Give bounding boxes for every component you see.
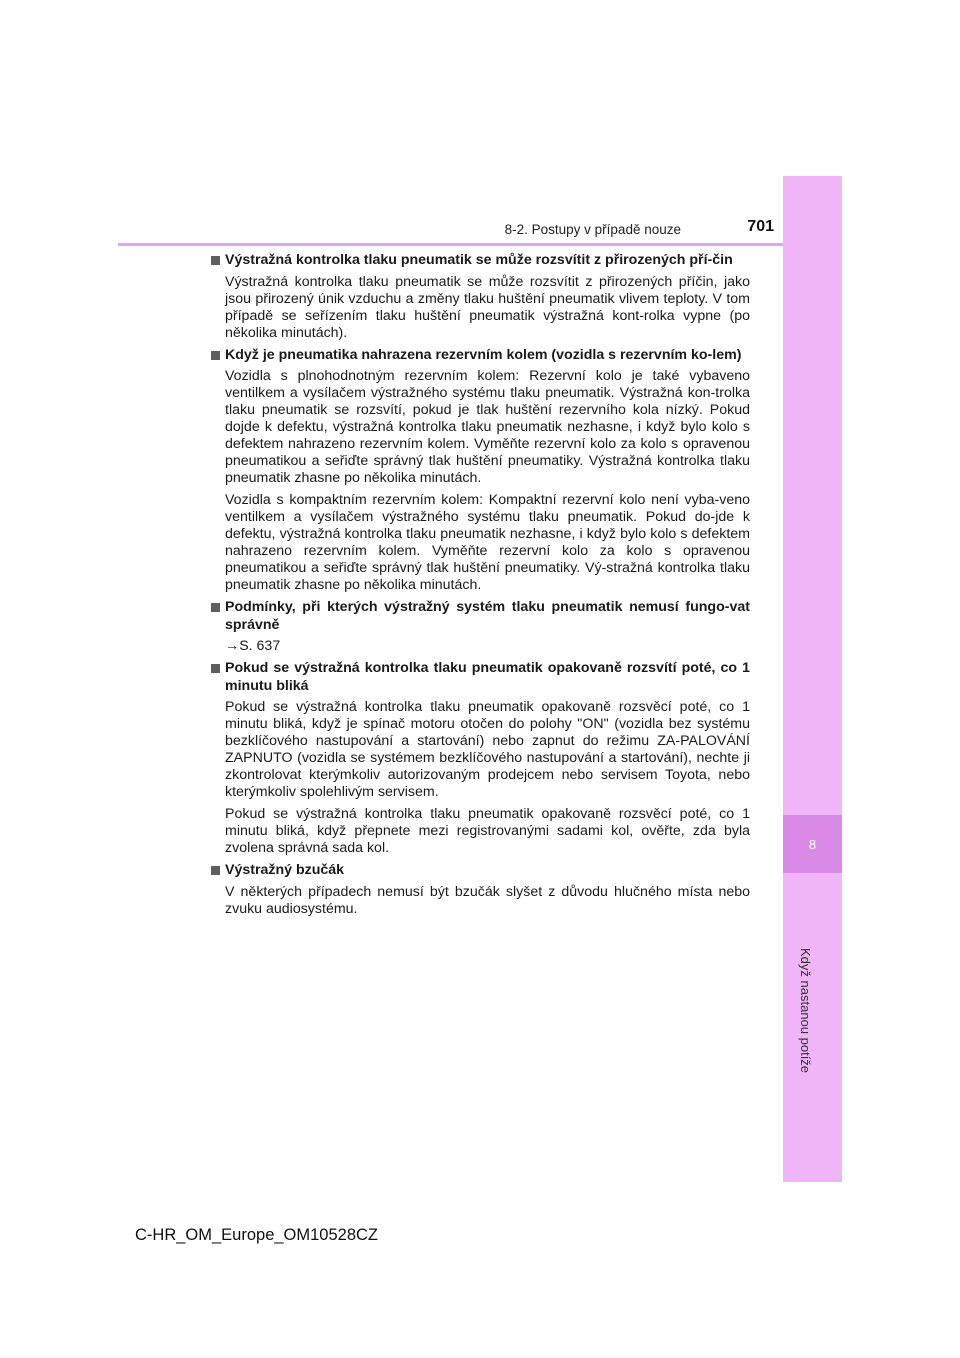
square-bullet-icon [211,603,220,612]
chapter-number: 8 [808,836,817,852]
info-item [209,599,750,655]
item-paragraph: Vozidla s plnohodnotným rezervním kolem: Rezervní kolo je také vybaveno ventilkem a vysílačem výstražného systému tlaku pneumatik. Výstražná kon-trolka tlaku pneumatik se rozsvítí, pokud je tlak huštění rezervního kola nízký. Pokud dojde k defektu, výstražná kontrolka tlaku pneumatik nezhasne, i když bylo kolo s defektem nahrazeno rezervním kolem. Vyměňte rezervní kolo za kolo s opravenou pneumatikou a seřiďte správný tlak huštění pneumatiky. Výstražná kontrolka tlaku pneumatik zhasne po několika minutách. [225,368,750,486]
chapter-number-box [783,815,842,873]
info-item [209,660,750,857]
info-item [209,347,750,595]
item-paragraph: V některých případech nemusí být bzučák slyšet z důvodu hlučného místa nebo zvuku audiosystému. [225,883,750,917]
info-item [209,862,750,918]
header-rule [118,243,783,246]
item-heading-text: Když je pneumatika nahrazena rezervním kolem (vozidla s rezervním ko-lem) [225,346,742,363]
square-bullet-icon [211,256,220,265]
item-heading [209,862,750,880]
item-heading [209,252,750,270]
item-paragraph: Vozidla s kompaktním rezervním kolem: Kompaktní rezervní kolo není vyba-veno ventilkem a vysílačem výstražného systému tlaku pneumatik. Pokud do-jde k defektu, výstražná kontrolka tlaku pneumatik nezhasne, i když bylo kolo s defektem nahrazeno rezervním kolem. Vyměňte rezervní kolo za kolo s opravenou pneumatikou a seřiďte správný tlak huštění pneumatiky. Vý-stražná kontrolka tlaku pneumatik zhasne po několika minutách. [225,492,750,593]
square-bullet-icon [211,351,220,360]
section-title: 8-2. Postupy v případě nouze [504,222,681,237]
item-paragraph: Pokud se výstražná kontrolka tlaku pneumatik opakovaně rozsvěcí poté, co 1 minutu bliká, když přepnete mezi registrovanými sadami kol, ověřte, zda byla zvolena správná sada kol. [225,806,750,856]
page-reference: →S. 637 [225,638,281,654]
item-paragraph: Pokud se výstražná kontrolka tlaku pneumatik opakovaně rozsvěcí poté, co 1 minutu bliká, když je spínač motoru otočen do polohy "ON" (vozidla bez systému bezklíčového nastupování a startování) nebo zapnut do režimu ZA-PALOVÁNÍ ZAPNUTO (vozidla se systémem bezklíčového nastupování a startování), nechte ji zkontrolovat kterýmkoliv autorizovaným prodejcem nebo servisem Toyota, nebo kterýmkoliv spolehlivým servisem. [225,699,750,800]
square-bullet-icon [211,664,220,673]
item-paragraph: Výstražná kontrolka tlaku pneumatik se může rozsvítit z přirozených příčin, jako jsou přirozený únik vzduchu a změny tlaku huštění pneumatik vlivem teploty. V tom případě se seřízením tlaku huštění pneumatik výstražná kont-rolka vypne (po několika minutách). [225,273,750,341]
document-code: C-HR_OM_Europe_OM10528CZ [135,1226,379,1244]
item-heading [209,599,750,634]
square-bullet-icon [211,866,220,875]
page-number: 701 [747,218,774,235]
item-heading-text: Podmínky, při kterých výstražný systém tlaku pneumatik nemusí fungo-vat správně [225,599,750,633]
item-heading-text: Výstražná kontrolka tlaku pneumatik se může rozsvítit z přirozených pří-čin [225,252,733,268]
item-heading [209,347,750,365]
item-heading [209,660,750,695]
info-item [209,252,750,342]
item-heading-text: Výstražný bzučák [225,862,345,878]
chapter-title: Když nastanou potíže [798,948,813,1074]
item-heading-text: Pokud se výstražná kontrolka tlaku pneumatik opakovaně rozsvítí poté, co 1 minutu bliká [225,660,750,694]
page-content [209,252,750,923]
